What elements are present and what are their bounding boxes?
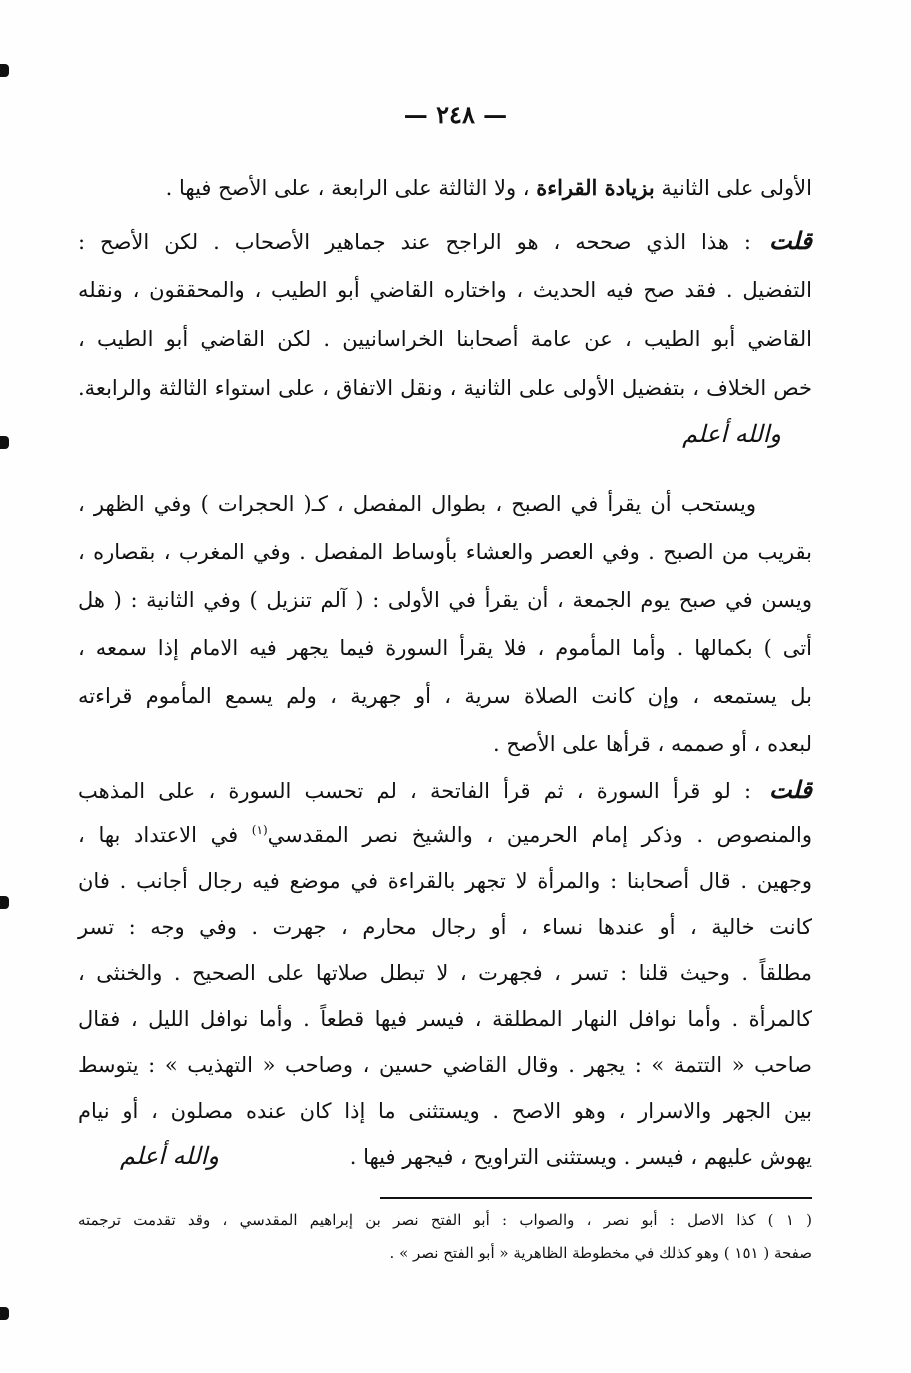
text-line: ويسن في صبح يوم الجمعة ، أن يقرأ في الأولى : ( آلم تنزيل ) وفي الثانية : ( هل [78,588,812,612]
text-line: بين الجهر والاسرار ، وهو الاصح . ويستثنى ما إذا كان عنده مصلون ، أو نيام [78,1099,812,1123]
text-line [78,815,812,855]
text-line: مطلقاً . وحيث قلنا : تسر ، فجهرت ، لا تبطل صلاتها على الصحيح . والخنثى ، [78,961,812,985]
page-number: — ٢٤٨ — [403,100,508,129]
text-run: : لو قرأ السورة ، ثم قرأ الفاتحة ، لم تحسب السورة ، على المذهب [78,779,752,803]
text-line: التفضيل . فقد صح فيه الحديث ، واختاره القاضي أبو الطيب ، والمحققون ، ونقله [78,278,812,302]
text-line: وجهين . قال أصحابنا : والمرأة لا تجهر بالقراءة في موضع فيه رجال أجانب . فان [78,869,812,893]
text-line: بقريب من الصبح . وفي العصر والعشاء بأوساط المفصل . وفي المغرب ، بقصاره ، [78,540,812,564]
footnote-marker: (١) [251,823,268,837]
text-line [78,770,812,810]
margin-mark [0,436,9,449]
margin-mark [0,896,9,909]
text-line: يهوش عليهم ، فيسر . ويستثنى التراويح ، فيجهر فيها . [349,1145,812,1169]
text-line: ويستحب أن يقرأ في الصبح ، بطوال المفصل ، كـ( الحجرات ) وفي الظهر ، [78,492,756,516]
closing-formula: والله أعلم [682,420,781,448]
bold-phrase: بزيادة القراءة [536,175,655,200]
text-line: صاحب « التتمة » : يجهر . وقال القاضي حسين ، وصاحب « التهذيب » : يتوسط [78,1053,812,1077]
text-run: والمنصوص . وذكر إمام الحرمين ، والشيخ نصر المقدسي [267,823,812,847]
footnote-separator [380,1197,812,1199]
text-line: أتى ) بكمالها . وأما المأموم ، فلا يقرأ السورة فيما يجهر فيه الامام إذا سمعه ، [78,636,812,660]
text-line: لبعده ، أو صممه ، قرأها على الأصح . [493,732,812,756]
text-line: كانت خالية ، أو عندها نساء ، أو رجال محارم ، جهرت . وفي وجه : تسر [78,915,812,939]
text-line: خص الخلاف ، بتفضيل الأولى على الثانية ، ونقل الاتفاق ، على استواء الثالثة والرابعة. [78,376,812,400]
text-run: ، ولا الثالثة على الرابعة ، على الأصح فيها . [165,176,537,200]
text-run: في الاعتداد بها ، [78,823,252,847]
text-line: كالمرأة . وأما نوافل النهار المطلقة ، فيسر فيها قطعاً . وأما نوافل الليل ، فقال [78,1007,812,1031]
text-run: الأولى على الثانية [654,176,812,200]
margin-mark [0,1307,9,1320]
margin-mark [0,64,9,77]
footnote-line: ( ١ ) كذا الاصل : أبو نصر ، والصواب : أبو الفتح نصر بن إبراهيم المقدسي ، وقد تقدمت ترجمته [78,1211,812,1229]
qult-label: قلت [769,775,812,804]
closing-formula: والله أعلم [120,1142,219,1170]
footnote-line: صفحة ( ١٥١ ) وهو كذلك في مخطوطة الظاهرية « أبو الفتح نصر » . [389,1244,812,1262]
text-run: : هذا الذي صححه ، هو الراجح عند جماهير الأصحاب . لكن الأصح : [78,230,752,254]
text-line [78,168,812,208]
text-line [78,221,812,261]
text-line: القاضي أبو الطيب ، عن عامة أصحابنا الخراسانيين . لكن القاضي أبو الطيب ، [78,327,812,351]
qult-label: قلت [769,226,812,255]
text-line: بل يستمعه ، وإن كانت الصلاة سرية ، أو جهرية ، ولم يسمع المأموم قراءته [78,684,812,708]
